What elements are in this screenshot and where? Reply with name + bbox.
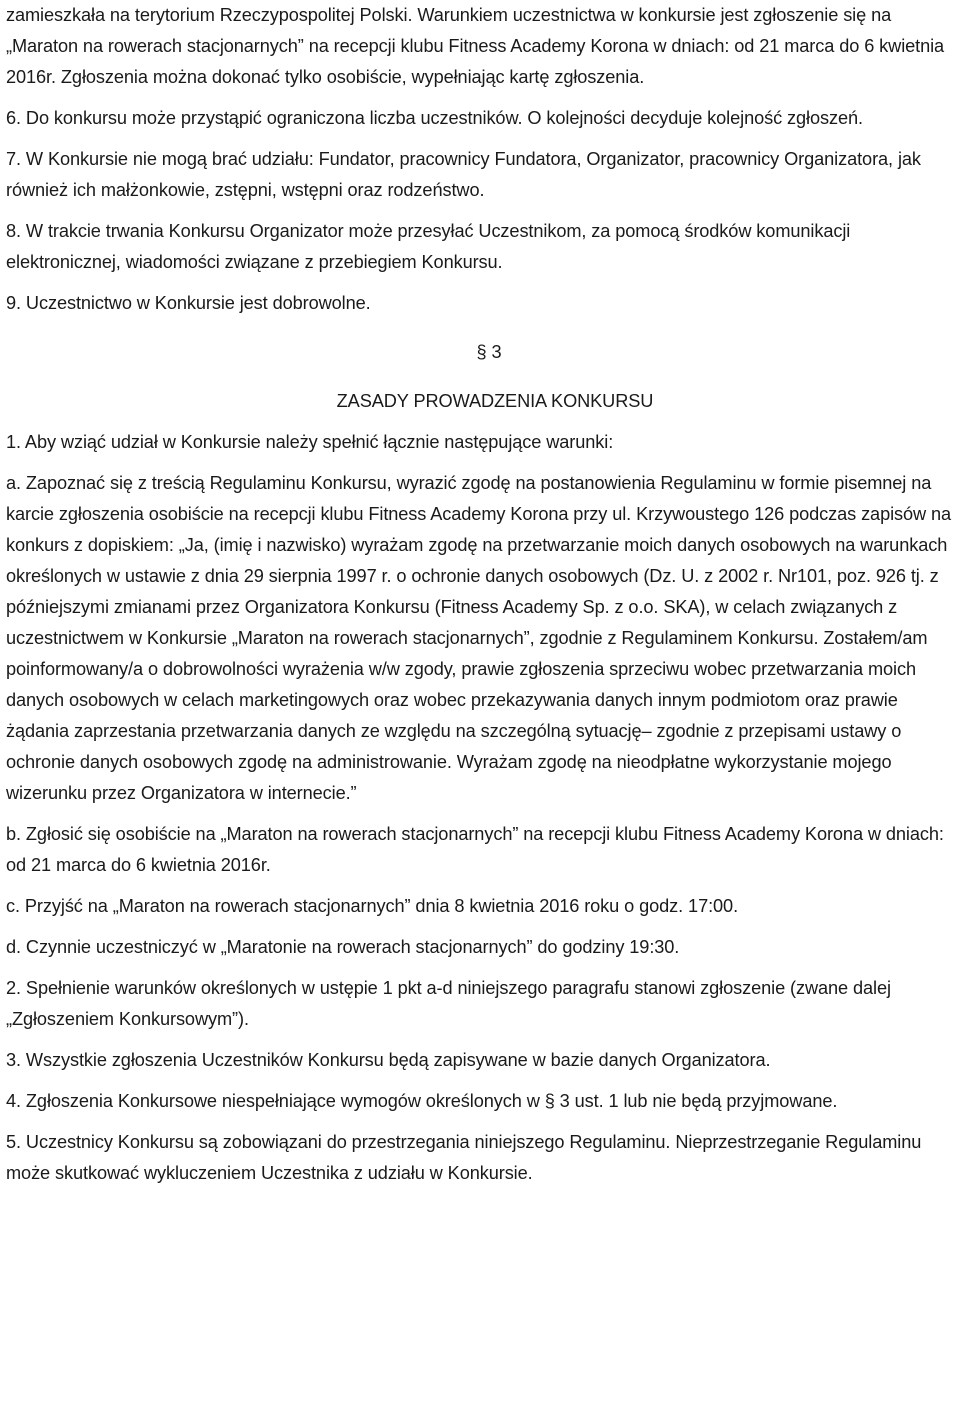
section-title: ZASADY PROWADZENIA KONKURSU bbox=[336, 391, 654, 411]
rule-1c: c. Przyjść na „Maraton na rowerach stacjonarnych” dnia 8 kwietnia 2016 roku o godz. 17:00. bbox=[6, 896, 739, 916]
rule-2: 2. Spełnienie warunków określonych w ustępie 1 pkt a-d niniejszego paragrafu stanowi zgłoszenie (zwane dalej „Zgłoszeniem Konkursowym”). bbox=[6, 978, 891, 1029]
section-number: § 3 bbox=[476, 342, 502, 362]
rule-1a: a. Zapoznać się z treścią Regulaminu Konkursu, wyrazić zgodę na postanowienia Regulaminu w formie pisemnej na karcie zgłoszenia osobiście na recepcji klubu Fitness Academy Korona przy ul. Krzywoustego 126 podczas zapisów na konkurs z dopiskiem: „Ja, (imię i nazwisko) wyrażam zgodę na przetwarzanie moich danych osobowych na warunkach określonych w ustawie z dnia 29 sierpnia 1997 r. o ochronie danych osobowych (Dz. U. z 2002 r. Nr101, poz. 926 tj. z późniejszymi zmianami przez Organizatora Konkursu (Fitness Academy Sp. z o.o. SKA), w celach związanych z uczestnictwem w Konkursie „Maraton na rowerach stacjonarnych”, zgodnie z Regulaminem Konkursu. Zostałem/am poinformowany/a o dobrowolności wyrażenia w/w zgody, prawie zgłoszenia sprzeciwu wobec przetwarzania moich danych osobowych w celach marketingowych oraz wobec przekazywania danych innym podmiotom oraz prawie żądania zaprzestania przetwarzania danych ze względu na szczególną sytuację– zgodnie z przepisami ustawy o ochronie danych osobowych zgodę na administrowanie. Wyrażam zgodę na nieodpłatne wykorzystanie mojego wizerunku przez Organizatora w internecie.” bbox=[6, 473, 952, 803]
intro-paragraph: zamieszkała na terytorium Rzeczypospolitej Polski. Warunkiem uczestnictwa w konkursie jest zgłoszenie się na „Maraton na rowerach stacjonarnych” na recepcji klubu Fitness Academy Korona w dniach: od 21 marca do 6 kwietnia 2016r. Zgłoszenia można dokonać tylko osobiście, wypełniając kartę zgłoszenia. bbox=[6, 5, 945, 87]
point-7: 7. W Konkursie nie mogą brać udziału: Fundator, pracownicy Fundatora, Organizator, pracownicy Organizatora, jak również ich małżonkowie, zstępni, wstępni oraz rodzeństwo. bbox=[6, 149, 921, 200]
rule-1: 1. Aby wziąć udział w Konkursie należy spełnić łącznie następujące warunki: bbox=[6, 432, 614, 452]
rule-3: 3. Wszystkie zgłoszenia Uczestników Konkursu będą zapisywane w bazie danych Organizatora. bbox=[6, 1050, 771, 1070]
rule-5: 5. Uczestnicy Konkursu są zobowiązani do przestrzegania niniejszego Regulaminu. Nieprzestrzeganie Regulaminu może skutkować wykluczeniem Uczestnika z udziału w Konkursie. bbox=[6, 1132, 922, 1183]
rule-4: 4. Zgłoszenia Konkursowe niespełniające wymogów określonych w § 3 ust. 1 lub nie będą przyjmowane. bbox=[6, 1091, 838, 1111]
rule-1b: b. Zgłosić się osobiście na „Maraton na rowerach stacjonarnych” na recepcji klubu Fitness Academy Korona w dniach: od 21 marca do 6 kwietnia 2016r. bbox=[6, 824, 944, 875]
point-8: 8. W trakcie trwania Konkursu Organizator może przesyłać Uczestnikom, za pomocą środków komunikacji elektronicznej, wiadomości związane z przebiegiem Konkursu. bbox=[6, 221, 851, 272]
point-6: 6. Do konkursu może przystąpić ograniczona liczba uczestników. O kolejności decyduje kolejność zgłoszeń. bbox=[6, 108, 863, 128]
point-9: 9. Uczestnictwo w Konkursie jest dobrowolne. bbox=[6, 293, 371, 313]
rule-1d: d. Czynnie uczestniczyć w „Maratonie na rowerach stacjonarnych” do godziny 19:30. bbox=[6, 937, 680, 957]
